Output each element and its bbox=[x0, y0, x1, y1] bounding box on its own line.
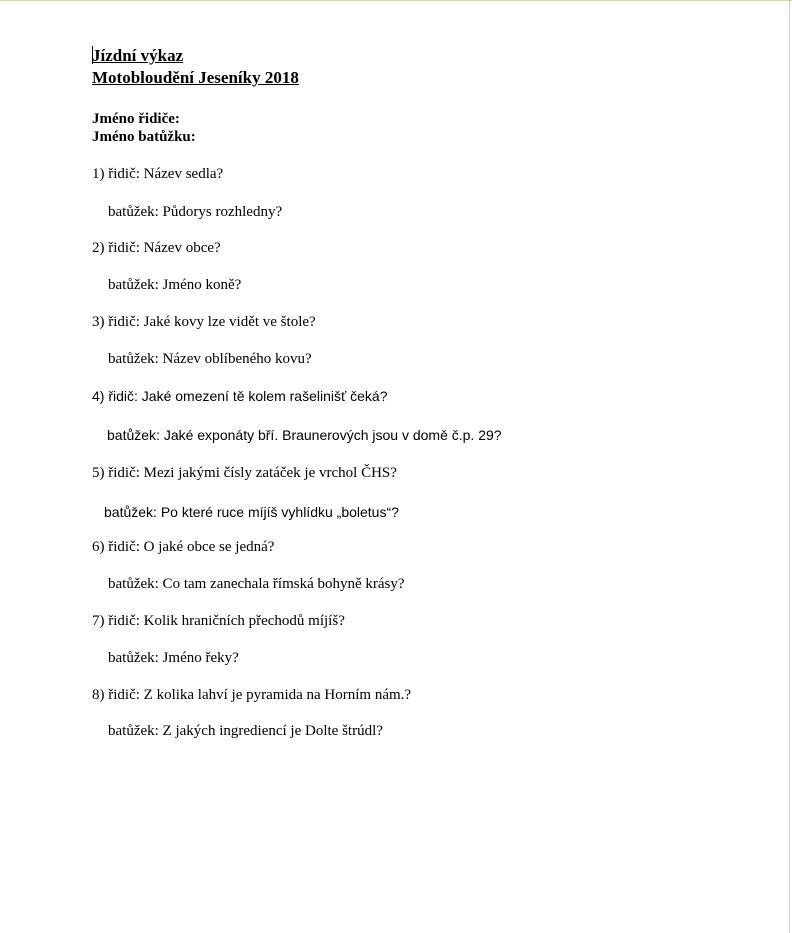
document-subtitle[interactable]: Motobloudění Jeseníky 2018 bbox=[92, 68, 299, 87]
question-4-driver[interactable]: 4) řidič: Jaké omezení tě kolem rašelinišť čeká? bbox=[92, 388, 388, 404]
passenger-name-label[interactable]: Jméno batůžku: bbox=[92, 129, 196, 145]
question-1-driver[interactable]: 1) řidič: Název sedla? bbox=[92, 166, 224, 182]
page-top-border bbox=[0, 0, 792, 1]
question-2-driver[interactable]: 2) řidič: Název obce? bbox=[92, 240, 221, 256]
question-3-driver[interactable]: 3) řidič: Jaké kovy lze vidět ve štole? bbox=[92, 314, 316, 330]
question-7-driver[interactable]: 7) řidič: Kolik hraničních přechodů míjíš? bbox=[92, 613, 345, 629]
question-4-passenger[interactable]: batůžek: Jaké exponáty bří. Braunerových jsou v domě č.p. 29? bbox=[107, 427, 502, 443]
question-1-passenger[interactable]: batůžek: Půdorys rozhledny? bbox=[108, 204, 283, 220]
question-3-passenger[interactable]: batůžek: Název oblíbeného kovu? bbox=[108, 351, 312, 367]
question-2-passenger[interactable]: batůžek: Jméno koně? bbox=[108, 277, 242, 293]
question-5-driver[interactable]: 5) řidič: Mezi jakými čísly zatáček je vrchol ČHS? bbox=[92, 465, 397, 481]
document-title[interactable]: Jízdní výkaz bbox=[92, 46, 184, 65]
question-8-passenger[interactable]: batůžek: Z jakých ingrediencí je Dolte štrúdl? bbox=[108, 723, 383, 739]
driver-name-label[interactable]: Jméno řidiče: bbox=[92, 111, 180, 127]
question-6-passenger[interactable]: batůžek: Co tam zanechala římská bohyně krásy? bbox=[108, 576, 405, 592]
page-right-border bbox=[789, 0, 790, 933]
question-7-passenger[interactable]: batůžek: Jméno řeky? bbox=[108, 650, 239, 666]
question-6-driver[interactable]: 6) řidič: O jaké obce se jedná? bbox=[92, 539, 275, 555]
question-5-passenger[interactable]: batůžek: Po které ruce míjíš vyhlídku „boletus“? bbox=[104, 504, 399, 520]
question-8-driver[interactable]: 8) řidič: Z kolika lahví je pyramida na Horním nám.? bbox=[92, 687, 412, 703]
